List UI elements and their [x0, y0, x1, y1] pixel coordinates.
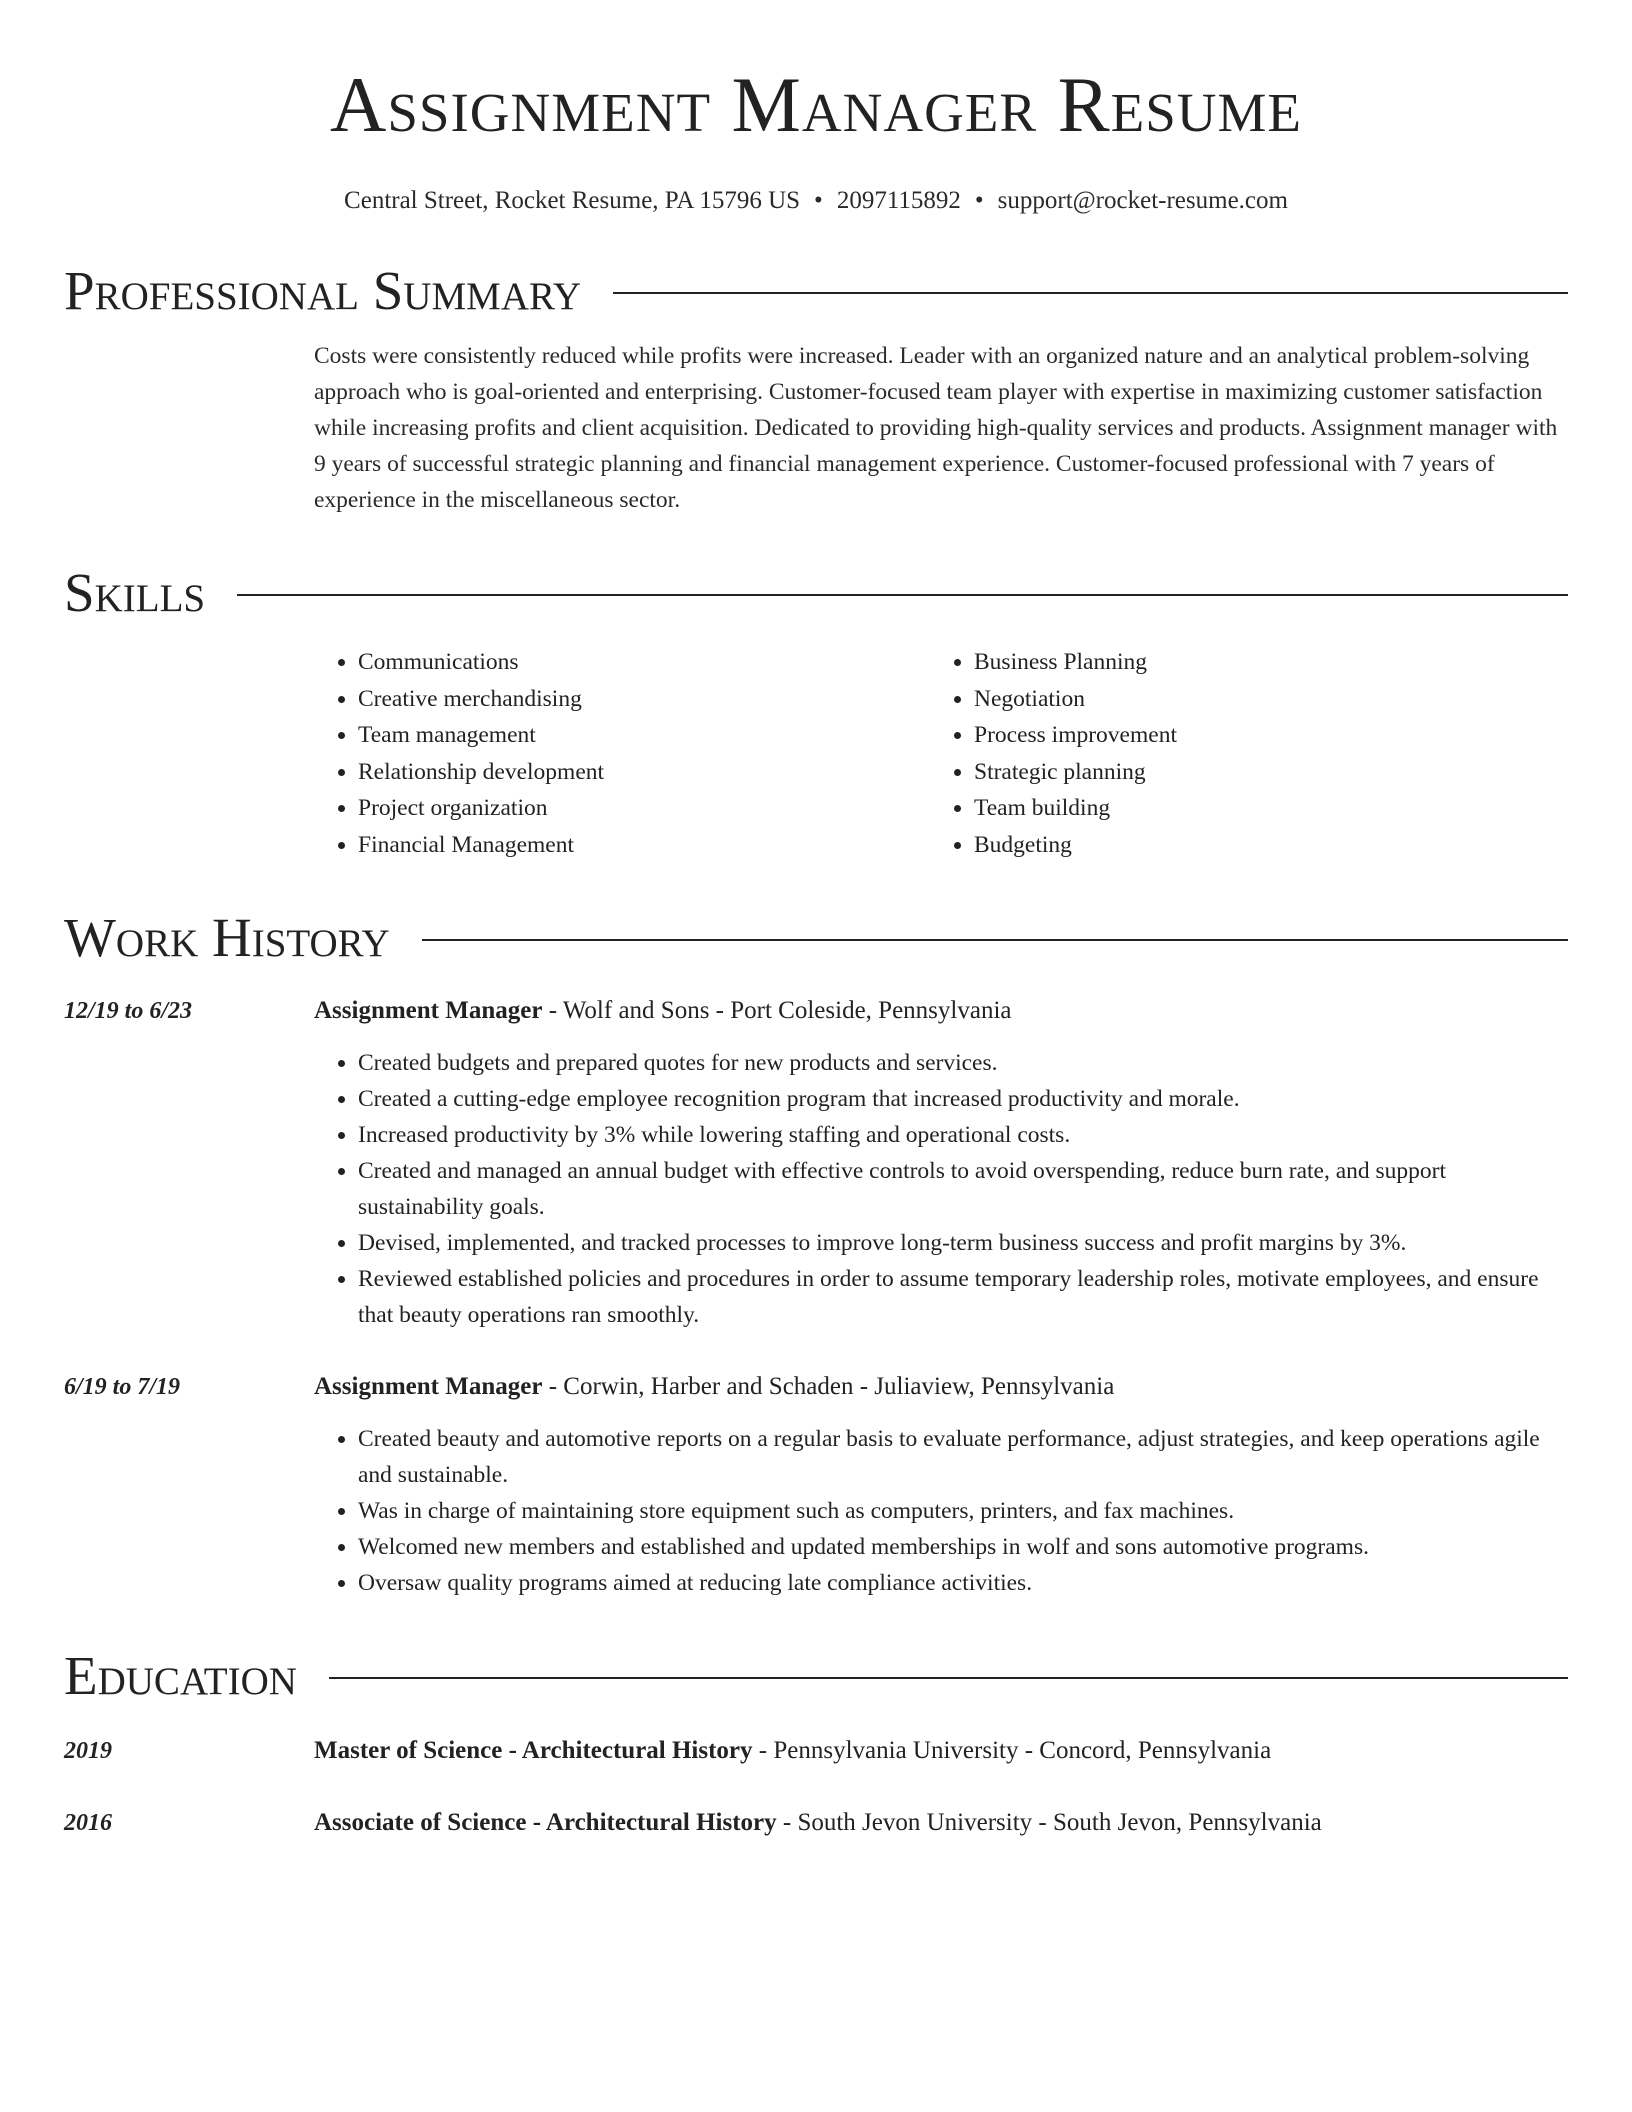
section-divider [237, 594, 1568, 596]
skill-item: • Relationship development [358, 754, 930, 791]
education-year: 2019 [64, 1738, 112, 1764]
job-bullets [314, 1045, 1568, 1333]
skill-item: • Strategic planning [974, 754, 1546, 791]
job-employer: - Corwin, Harber and Schaden - Juliaview, Pennsylvania [542, 1373, 1115, 1400]
skills-section-header [64, 558, 1568, 628]
job-body [314, 1369, 1568, 1601]
skills-column-left [314, 644, 930, 863]
job-bullet: • Reviewed established policies and procedures in order to assume temporary leadership roles, motivate employees, and ensure that beauty operations ran smoothly. [358, 1261, 1568, 1333]
skill-item: • Project organization [358, 790, 930, 827]
job-entry [64, 1369, 1568, 1601]
summary-section-header [64, 256, 1568, 326]
skill-item: • Financial Management [358, 827, 930, 864]
skill-item: • Budgeting [974, 827, 1546, 864]
job-heading [314, 993, 1568, 1029]
skill-item: • Negotiation [974, 681, 1546, 718]
skill-item: • Business Planning [974, 644, 1546, 681]
job-bullet: • Created and managed an annual budget with effective controls to avoid overspending, reduce burn rate, and support sustainability goals. [358, 1153, 1568, 1225]
education-line [314, 1733, 1271, 1769]
summary-heading: Professional Summary [64, 260, 582, 321]
job-bullet: • Created a cutting-edge employee recognition program that increased productivity and morale. [358, 1081, 1568, 1117]
separator: • [814, 187, 823, 214]
address: Central Street, Rocket Resume, PA 15796 US [344, 187, 801, 214]
skill-item: • Communications [358, 644, 930, 681]
degree: Associate of Science - Architectural History [314, 1809, 777, 1836]
skills-heading: Skills [64, 562, 206, 623]
job-bullet: • Increased productivity by 3% while lowering staffing and operational costs. [358, 1117, 1568, 1153]
job-employer: - Wolf and Sons - Port Coleside, Pennsylvania [542, 997, 1012, 1024]
education-section-header [64, 1641, 1568, 1711]
skill-item: • Process improvement [974, 717, 1546, 754]
job-bullet: • Oversaw quality programs aimed at reducing late compliance activities. [358, 1565, 1568, 1601]
job-bullet: • Welcomed new members and established and updated memberships in wolf and sons automotive programs. [358, 1529, 1568, 1565]
section-divider [329, 1677, 1568, 1679]
resume-title: Assignment Manager Resume [329, 61, 1303, 148]
education-entry [64, 1733, 1568, 1769]
education-year: 2016 [64, 1810, 112, 1836]
phone: 2097115892 [836, 187, 961, 214]
skill-item: • Creative merchandising [358, 681, 930, 718]
summary-text: Costs were consistently reduced while profits were increased. Leader with an organized nature and an analytical problem-solving approach who is goal-oriented and enterprising. Customer-focused team player with expertise in maximizing customer satisfaction while increasing profits and client acquisition. Dedicated to providing high-quality services and products. Assignment manager with 9 years of successful strategic planning and financial management experience. Customer-focused professional with 7 years of experience in the miscellaneous sector. [314, 343, 1558, 513]
education-entry [64, 1805, 1568, 1841]
job-entry [64, 993, 1568, 1333]
contact-line [64, 186, 1568, 216]
school: - Pennsylvania University - Concord, Pennsylvania [752, 1737, 1272, 1764]
education-heading: Education [64, 1645, 297, 1706]
education-line [314, 1805, 1322, 1841]
job-heading [314, 1369, 1568, 1405]
job-title: Assignment Manager [314, 997, 543, 1024]
section-divider [613, 292, 1568, 294]
section-divider [422, 939, 1568, 941]
email[interactable]: support@rocket-resume.com [997, 187, 1288, 214]
school: - South Jevon University - South Jevon, Pennsylvania [776, 1809, 1322, 1836]
skills-column-right [930, 644, 1546, 863]
job-bullets [314, 1421, 1568, 1601]
job-bullet: • Devised, implemented, and tracked processes to improve long-term business success and profit margins by 3%. [358, 1225, 1568, 1261]
skill-item: • Team building [974, 790, 1546, 827]
job-bullet: • Created budgets and prepared quotes for new products and services. [358, 1045, 1568, 1081]
skills-list [314, 644, 1568, 863]
work-heading: Work History [64, 907, 390, 968]
skill-item: • Team management [358, 717, 930, 754]
job-date: 12/19 to 6/23 [64, 998, 193, 1024]
job-bullet: • Created beauty and automotive reports on a regular basis to evaluate performance, adjust strategies, and keep operations agile and sustainable. [358, 1421, 1568, 1493]
job-title: Assignment Manager [314, 1373, 543, 1400]
job-date: 6/19 to 7/19 [64, 1374, 181, 1400]
resume-page [64, 0, 1568, 1841]
degree: Master of Science - Architectural History [314, 1737, 753, 1764]
job-bullet: • Was in charge of maintaining store equipment such as computers, printers, and fax machines. [358, 1493, 1568, 1529]
job-body [314, 993, 1568, 1333]
work-section-header [64, 903, 1568, 973]
separator: • [974, 187, 984, 214]
